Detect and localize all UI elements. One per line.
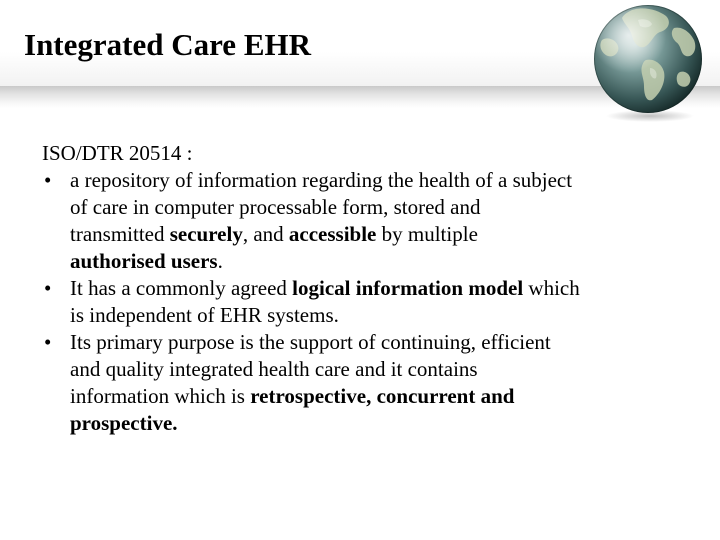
bullet-item [42, 167, 692, 275]
slide-body [42, 140, 692, 437]
text-run: transmitted [70, 222, 170, 246]
bold-text: accessible [288, 222, 377, 246]
text-run: and quality integrated health care and it contains [70, 357, 478, 381]
text-run: Its primary purpose is the support of continuing, efficient [70, 330, 551, 354]
bullet-marker: • [44, 168, 52, 192]
bullet-item [42, 275, 692, 329]
bold-text: securely [169, 222, 243, 246]
bullet-line [70, 356, 692, 383]
earth-globe-icon [588, 2, 712, 124]
bullet-line [70, 410, 692, 437]
bullet-line [70, 329, 692, 356]
text-run: of care in computer processable form, stored and [70, 195, 481, 219]
slide-title: Integrated Care EHR [24, 27, 311, 62]
bullet-line [70, 302, 692, 329]
text-run: is independent of EHR systems. [70, 303, 339, 327]
bold-text: logical information model [292, 276, 524, 300]
bullet-marker: • [44, 276, 52, 300]
bullet-line [70, 167, 692, 194]
text-run: which [523, 276, 580, 300]
text-run: , and [242, 222, 289, 246]
bullet-item [42, 329, 692, 437]
text-run: . [217, 249, 223, 273]
text-run: It has a commonly agreed [70, 276, 293, 300]
standard-reference: ISO/DTR 20514 : [42, 141, 193, 165]
bullet-line [70, 194, 692, 221]
bold-text: authorised users [70, 249, 218, 273]
bold-text: retrospective, concurrent and [250, 384, 515, 408]
bullet-line [70, 221, 692, 248]
text-run: information which is [70, 384, 251, 408]
bullet-list [42, 167, 692, 437]
text-run: by multiple [376, 222, 478, 246]
text-run: a repository of information regarding the health of a subject [70, 168, 573, 192]
bullet-line [70, 383, 692, 410]
bullet-line [70, 275, 692, 302]
bullet-line [70, 248, 692, 275]
bold-text: prospective. [70, 411, 178, 435]
bullet-marker: • [44, 330, 52, 354]
